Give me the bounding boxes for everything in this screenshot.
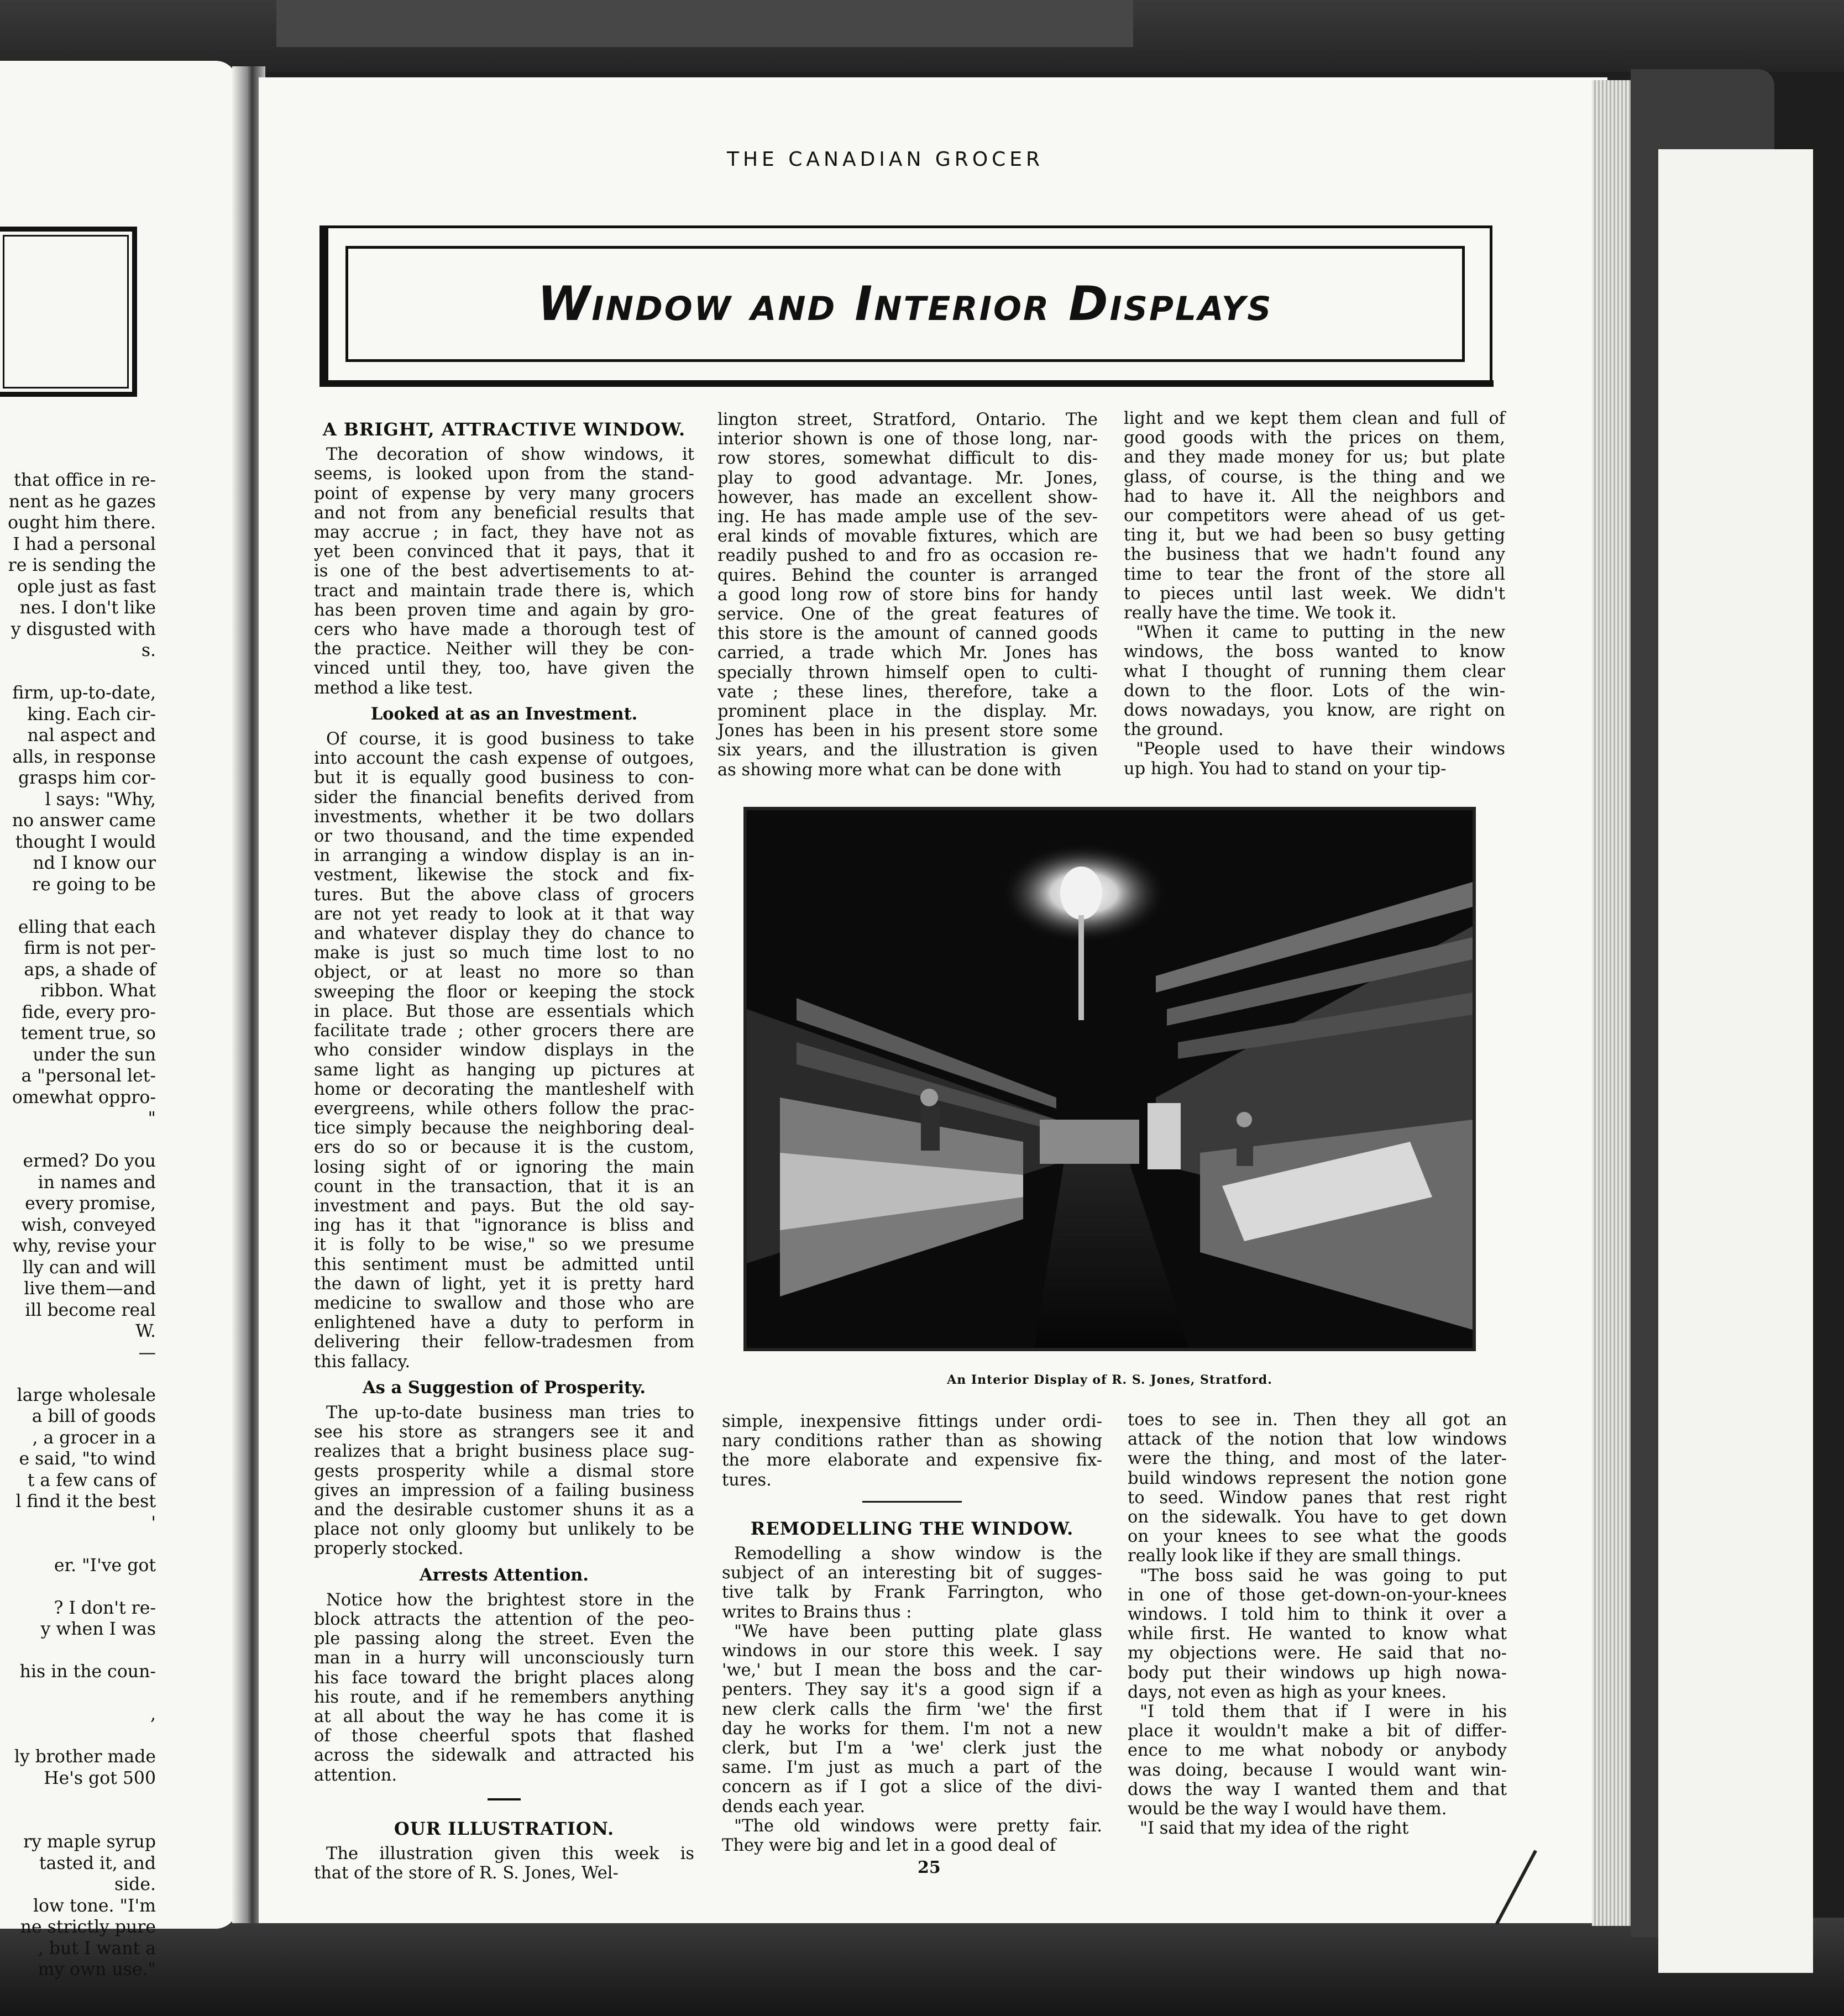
article-line: tures. [722,1470,772,1490]
left-page-line: no answer came [12,811,156,831]
left-page-line: side. [114,1875,156,1894]
article-subhead: REMODELLING THE WINDOW. [750,1518,1074,1539]
article-line: the more elaborate and expensive fix- [722,1451,1102,1471]
left-page-line: ? I don't re- [54,1598,156,1618]
left-page-line: firm, up-to-date, [12,683,156,703]
left-page-line: in names and [38,1172,156,1193]
left-page-line: every promise, [25,1194,156,1214]
article-line: his face toward the bright places along [314,1668,694,1688]
article-column-3 [1124,409,1505,779]
article-line: light and we kept them clean and full of [1124,409,1505,428]
left-page-line: nent as he gazes [8,491,156,512]
article-line: "The boss said he was going to put [1140,1566,1507,1586]
article-line: ing has it that "ignorance is bliss and [314,1216,694,1236]
article-line: ting it, but we had been so busy getting [1124,526,1505,545]
article-line: The decoration of show windows, it [326,445,694,465]
left-page-frame [0,227,137,397]
article-line: attention. [314,1765,397,1785]
left-page-line: thought I would [15,832,156,852]
left-page-line: re going to be [32,874,156,895]
store-interior-photo [743,807,1476,1351]
article-line: specially thrown himself open to culti- [717,663,1098,683]
article-line: up high. You had to stand on your tip- [1124,759,1447,779]
left-page-line [0,1576,156,1598]
title-banner [345,246,1465,362]
left-page-line: his in the coun- [19,1662,156,1682]
left-page-line: " [148,1109,156,1128]
article-line: yet been convinced that it pays, that it [314,542,694,562]
article-line: at all about the way he has come it is [314,1707,694,1726]
article-line: windows. I told him to think it over a [1128,1605,1507,1625]
left-page-line: e said, "to wind [19,1449,156,1469]
article-line: readily pushed to and fro as occasion re- [717,546,1098,566]
article-line: service. One of the great features of [717,605,1098,624]
article-line: concern as if I got a slice of the divi- [722,1777,1102,1797]
left-page-line: ly brother made [14,1747,156,1767]
article-line: in place. But those are essentials which [314,1001,694,1021]
left-page-line: ne strictly pure [20,1917,156,1937]
left-page-line: why, revise your [12,1236,156,1256]
article-line: attack of the notion that low windows [1128,1430,1507,1450]
left-page-line: omewhat oppro- [12,1087,156,1107]
left-page-line: king. Each cir- [27,704,156,725]
article-line: eral kinds of movable fixtures, which are [717,527,1098,547]
article-line: my objections were. He said that no- [1128,1644,1507,1663]
article-line: was doing, because I would want win- [1128,1760,1507,1780]
left-page-line: , a grocer in a [32,1427,156,1448]
article-line: same. I'm just as much a part of the [722,1758,1102,1778]
article-line: were the thing, and most of the later- [1128,1449,1507,1469]
article-line: object, or at least no more so than [314,963,694,983]
article-line: and the desirable customer shuns it as a [314,1500,694,1520]
article-line: ple passing along the street. Even the [314,1629,694,1649]
article-line: it is folly to be wise," so we presume [314,1235,694,1255]
article-line: same light as hanging up pictures at [314,1060,694,1080]
article-line: the business that we hadn't found any [1124,545,1505,565]
left-page-line [0,1810,156,1832]
article-line: the dawn of light, yet it is pretty hard [314,1274,694,1294]
article-line: may accrue ; in fact, they have not as [314,523,694,543]
article-line: and they made money for us; but plate [1124,448,1505,468]
article-line: this fallacy. [314,1352,411,1372]
left-page-line: , but I want a [38,1938,156,1959]
article-line: day he works for them. I'm not a new [722,1719,1102,1739]
left-page-line: large wholesale [17,1385,156,1405]
left-page-line: W. [135,1321,156,1341]
article-line: his route, and if he remembers anything [314,1687,694,1707]
left-page-line: alls, in response [12,747,156,767]
photo-caption: An Interior Display of R. S. Jones, Stratford. [947,1373,1272,1387]
article-line: The illustration given this week is [326,1844,694,1864]
article-line: They were big and let in a good deal of [722,1836,1056,1856]
scan-dark-strip [276,0,1133,47]
article-line: what I thought of running them clear [1124,662,1505,681]
left-page-line: fide, every pro- [22,1002,156,1022]
article-line: sweeping the floor or keeping the stock [314,982,694,1002]
article-line: make is just so much time lost to no [314,943,694,963]
section-rule [488,1798,521,1800]
article-line: of those cheerful spots that flashed [314,1726,694,1746]
article-line: gests prosperity while a dismal store [314,1461,694,1481]
left-page-line: a bill of goods [32,1406,156,1426]
article-line: prominent place in the display. Mr. [717,702,1098,722]
article-line: realizes that a bright business place sug- [314,1442,694,1462]
article-line: to seed. Window panes that rest right [1128,1488,1507,1508]
article-line: sider the financial benefits derived from [314,788,694,807]
article-line: into account the cash expense of outgoes, [314,749,694,769]
article-line: point of expense by very many grocers [314,484,694,503]
article-line: this store is the amount of canned goods [717,624,1098,644]
article-subhead: OUR ILLUSTRATION. [394,1818,615,1839]
left-page-line: , [150,1704,156,1724]
left-page-line: I had a personal [13,534,156,554]
article-line: "I told them that if I were in his [1140,1702,1507,1722]
title-banner-shadow [319,225,328,386]
article-line: simple, inexpensive fittings under ordi- [722,1412,1102,1431]
article-line: investment and pays. But the old say- [314,1196,694,1216]
article-line: really look like if they are small things. [1128,1546,1461,1566]
article-line: place it wouldn't make a bit of differ- [1128,1721,1507,1741]
article-line: six years, and the illustration is given [717,741,1098,760]
left-page-line: nes. I don't like [19,598,156,618]
left-page-line: live them—and [24,1279,156,1299]
article-line: count in the transaction, that it is an [314,1177,694,1196]
left-page-line: ermed? Do you [23,1151,156,1171]
left-page-line [0,1534,156,1555]
article-line: enlightened have a duty to perform in [314,1313,694,1333]
article-line: and not from any beneficial results that [314,503,694,523]
article-line: Remodelling a show window is the [734,1544,1102,1564]
article-line: evergreens, while others follow the prac- [314,1099,694,1119]
article-line: lington street, Stratford, Ontario. The [717,410,1098,429]
article-line: carried, a trade which Mr. Jones has [717,643,1098,663]
article-line: had to have it. All the neighbors and [1124,486,1505,506]
article-line: are not yet ready to look at it that way [314,904,694,924]
article-line: subject of an interesting bit of sugges- [722,1563,1102,1583]
article-line: dends each year. [722,1797,866,1817]
article-line: Of course, it is good business to take [326,729,694,749]
left-page-line: l find it the best [15,1492,156,1511]
article-line: losing sight of or ignoring the main [314,1157,694,1177]
left-page-line [0,1725,156,1747]
article-line: ers do so or because it is the custom, [314,1138,694,1158]
article-line: method a like test. [314,678,473,698]
article-line: across the sidewalk and attracted his [314,1746,694,1766]
article-line: in one of those get-down-on-your-knees [1128,1585,1507,1605]
article-line: ence to me what nobody or anybody [1128,1741,1507,1761]
article-subhead: As a Suggestion of Prosperity. [363,1377,646,1398]
article-line: and whatever display they do chance to [314,924,694,944]
article-line: cers who have made a thorough test of [314,620,694,640]
left-page-line [0,1640,156,1662]
left-page-line [0,1789,156,1810]
left-page-line: wish, conveyed [21,1215,156,1235]
article-line: "I said that my idea of the right [1140,1819,1409,1839]
article-column-1 [314,413,694,1883]
article-line: play to good advantage. Mr. Jones, [717,468,1098,488]
left-page-line: — [138,1342,156,1363]
article-column-2 [717,410,1098,780]
article-line: Notice how the brightest store in the [326,1590,694,1610]
left-page-line: nd I know our [33,853,156,873]
left-page-line: ' [151,1513,156,1533]
article-line: man in a hurry will unconsciously turn [314,1649,694,1668]
left-page-line: elling that each [18,917,156,937]
article-line: gives an impression of a failing business [314,1481,694,1500]
article-line: but it is equally good business to con- [314,768,694,788]
article-line: who consider window displays in the [314,1041,694,1060]
next-page-sliver [1658,149,1813,1973]
left-facing-page [0,61,238,1980]
article-line: The up-to-date business man tries to [326,1403,694,1422]
section-rule [862,1501,962,1503]
left-page-line: that office in re- [14,470,156,490]
article-line: new clerk calls the firm 'we' the first [722,1699,1102,1719]
page-number: 25 [918,1858,941,1877]
left-page-line: s. [141,641,156,660]
left-page-line: re is sending the [8,555,156,575]
left-page-line: a "personal let- [21,1066,156,1086]
left-page-line [0,662,156,683]
article-line: seems, is looked upon from the stand- [314,464,694,484]
article-line: on your knees to see what the goods [1128,1527,1507,1547]
article-line: row stores, somewhat difficult to dis- [717,449,1098,469]
title-banner-shadow-bottom [319,380,1494,387]
article-line: home or decorating the mantleshelf with [314,1079,694,1099]
article-line: "When it came to putting in the new [1136,623,1505,643]
article-line: has been proven time and again by gro- [314,600,694,620]
article-line: facilitate trade ; other grocers there are [314,1021,694,1041]
article-line: or two thousand, and the time expended [314,827,694,847]
left-page-line: aps, a shade of [24,959,156,980]
article-line: tive talk by Frank Farrington, who [722,1583,1102,1603]
page-block-edge [1592,80,1631,1926]
article-line: dows nowadays, you know, are right on [1124,701,1505,721]
article-line: really have the time. We took it. [1124,603,1397,623]
scan-background-bottom [0,1918,1844,2016]
left-page-text-column [0,470,156,1981]
article-line: build windows represent the notion gone [1128,1468,1507,1488]
left-page-line: l says: "Why, [45,789,156,810]
article-line: vestment, likewise the stock and fix- [314,865,694,885]
left-page-line: tement true, so [20,1023,156,1043]
left-page-line: firm is not per- [24,938,156,958]
article-line: tures. But the above class of grocers [314,885,694,905]
article-line: vinced until they, too, have given the [314,659,694,679]
article-subhead: Looked at as an Investment. [370,704,638,724]
article-line: would be the way I would have them. [1128,1799,1447,1819]
article-line: windows, the boss wanted to know [1124,642,1505,662]
article-column-3-lower [1128,1410,1507,1838]
article-line: vate ; these lines, therefore, take a [717,682,1098,702]
article-line: tice simply because the neighboring deal- [314,1119,694,1138]
article-line: tract and maintain trade there is, which [314,581,694,601]
left-page-line: grasps him cor- [18,768,156,788]
article-line: good goods with the prices on them, [1124,428,1505,448]
article-subhead: A BRIGHT, ATTRACTIVE WINDOW. [322,419,686,440]
left-page-line: ought him there. [8,513,156,533]
article-line: investments, whether it be two dollars [314,807,694,827]
left-page-line [0,1683,156,1704]
article-line: glass, of course, is the thing and we [1124,467,1505,487]
left-page-line: ry maple syrup [23,1832,156,1852]
article-line: place not only gloomy but unlikely to be [314,1520,694,1540]
article-line: windows in our store this week. I say [722,1641,1102,1661]
article-line: this sentiment must be admitted until [314,1254,694,1274]
article-line: while first. He wanted to know what [1128,1624,1507,1644]
left-page-line: ribbon. What [40,981,156,1001]
left-page-line: my own use." [38,1960,156,1980]
article-line: properly stocked. [314,1539,464,1559]
article-line: days, not even as high as your knees. [1128,1682,1447,1702]
left-page-line: ople just as fast [17,576,156,597]
article-line: as showing more what can be done with [717,760,1062,780]
article-line: down to the floor. Lots of the win- [1124,681,1505,701]
left-page-line: y disgusted with [11,619,156,639]
article-line: penters. They say it's a good sign if a [722,1680,1102,1700]
article-line: clerk, but I'm a 'we' clerk just the [722,1739,1102,1758]
left-page-line: lly can and will [22,1257,156,1278]
left-page-line: y when I was [40,1619,156,1639]
left-page-line: ill become real [25,1300,156,1320]
article-line: ing. He has made ample use of the sev- [717,507,1098,527]
left-page-line [0,1363,156,1385]
left-page-line: er. "I've got [54,1555,156,1576]
article-subhead: Arrests Attention. [420,1565,589,1585]
article-line: writes to Brains thus : [722,1602,912,1622]
left-page-line [0,1130,156,1151]
left-page-line: under the sun [33,1044,156,1065]
article-line: block attracts the attention of the peo- [314,1609,694,1629]
article-line: time to tear the front of the store all [1124,564,1505,584]
article-line: "People used to have their windows [1136,739,1505,759]
left-page-line: t a few cans of [27,1470,156,1490]
article-line: to pieces until last week. We didn't [1124,584,1505,603]
article-line: delivering their fellow-tradesmen from [314,1332,694,1352]
article-line: "We have been putting plate glass [734,1621,1102,1641]
left-page-line [0,895,156,917]
article-line: is one of the best advertisements to at- [314,561,694,581]
article-line: in arranging a window display is an in- [314,846,694,866]
article-line: dows the way I wanted them and that [1128,1779,1507,1799]
running-head: THE CANADIAN GROCER [727,148,1044,171]
article-line: a good long row of store bins for handy [717,585,1098,605]
article-line: that of the store of R. S. Jones, Wel- [314,1863,619,1883]
left-page-line: low tone. "I'm [33,1896,156,1916]
article-line: quires. Behind the counter is arranged [717,565,1098,585]
left-page-line: nal aspect and [27,726,156,746]
article-line: Jones has been in his present store some [717,721,1098,741]
article-line: interior shown is one of those long, nar- [717,429,1098,449]
article-line: however, has made an excellent show- [717,487,1098,507]
article-line: toes to see in. Then they all got an [1128,1410,1507,1430]
article-line: our competitors were ahead of us get- [1124,506,1505,526]
left-page-line: He's got 500 [44,1768,156,1788]
article-line: on the sidewalk. You have to get down [1128,1508,1507,1527]
article-line: "The old windows were pretty fair. [734,1816,1102,1836]
article-line: 'we,' but I mean the boss and the car- [722,1661,1102,1681]
article-line: see his store as strangers see it and [314,1422,694,1442]
article-line: the practice. Neither will they be con- [314,639,694,659]
article-line: body put their windows up high nowa- [1128,1663,1507,1683]
article-column-2-lower [722,1412,1102,1855]
article-line: the ground. [1124,720,1224,740]
left-page-line: tasted it, and [39,1853,156,1873]
article-line: nary conditions rather than as showing [722,1431,1102,1451]
section-title: Window and Interior Displays [537,276,1273,332]
article-line: medicine to swallow and those who are [314,1293,694,1313]
